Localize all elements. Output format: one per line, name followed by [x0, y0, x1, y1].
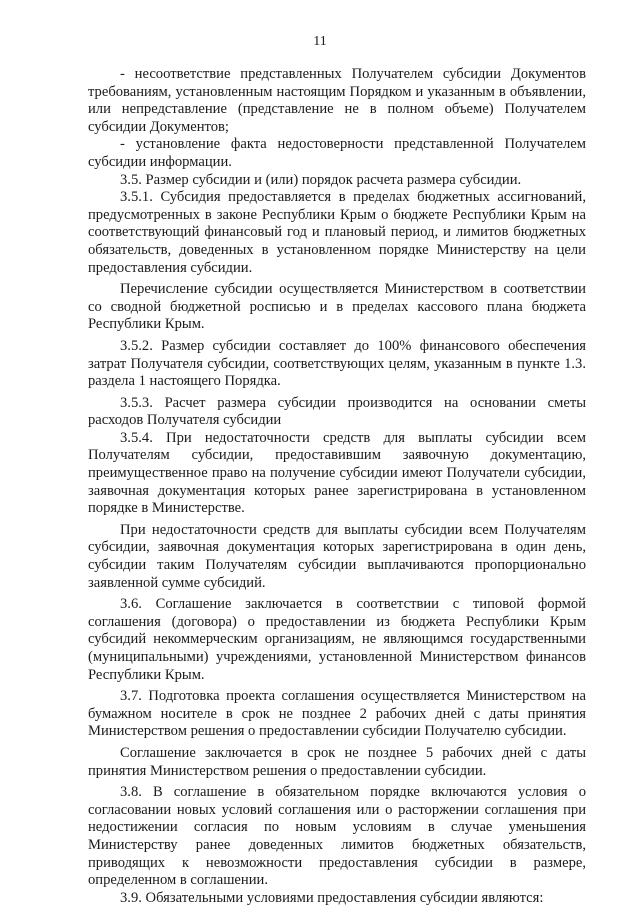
paragraph-nonconformity-documents: - несоответствие представленных Получателем субсидии Документов требованиям, установленным настоящим Порядком и указанным в объявлении, или непредставление (представление не в полном объеме) Получателем субсидии Документов; — [88, 66, 586, 135]
page-number: 11 — [313, 34, 327, 49]
paragraph-3-8: 3.8. В соглашение в обязательном порядке включаются условия о согласовании новых условий соглашения или о расторжении соглашения при недостижении согласия по новым условиям в случае уменьшения Министерству ранее доведенных лимитов бюджетных обязательств, приводящих к невозможности предоставления субсидии в размере, определенном в соглашении. — [88, 784, 586, 889]
paragraph-transfer-of-subsidy: Перечисление субсидии осуществляется Министерством в соответствии со сводной бюджетной росписью и в пределах кассового плана бюджета Республики Крым. — [88, 281, 586, 333]
paragraph-3-5-3: 3.5.3. Расчет размера субсидии производится на основании сметы расходов Получателя субсидии — [88, 394, 586, 429]
document-body — [88, 66, 586, 907]
paragraph-agreement-term: Соглашение заключается в срок не позднее 5 рабочих дней с даты принятия Министерством решения о предоставлении субсидии. — [88, 744, 586, 779]
paragraph-3-9: 3.9. Обязательными условиями предоставления субсидии являются: — [120, 889, 544, 906]
paragraph-false-information: - установление факта недостоверности представленной Получателем субсидии информации. — [88, 136, 586, 170]
paragraph-3-5-4: 3.5.4. При недостаточности средств для выплаты субсидии всем Получателям субсидии, предоставившим заявочную документацию, преимущественное право на получение субсидии имеют Получатели субсидии, заявочная документация которых ранее зарегистрирована в установленном порядке в Министерстве. — [88, 429, 586, 517]
paragraph-3-5-2: 3.5.2. Размер субсидии составляет до 100% финансового обеспечения затрат Получателя субсидии, соответствующих целям, указанным в пункте 1.3. раздела 1 настоящего Порядка. — [88, 337, 586, 390]
paragraph-3-6: 3.6. Соглашение заключается в соответствии с типовой формой соглашения (договора) о предоставлении из бюджета Республики Крым субсидий некоммерческим организациям, не являющимся государственными (муниципальными) учреждениями, установленной Министерством финансов Республики Крым. — [88, 596, 586, 683]
paragraph-3-5-1: 3.5.1. Субсидия предоставляется в пределах бюджетных ассигнований, предусмотренных в законе Республики Крым о бюджете Республики Крым на соответствующий финансовый год и плановый период, и лимитов бюджетных обязательств, доведенных в установленном порядке Министерству на цели предоставления субсидии. — [88, 189, 586, 276]
section-3-5-heading: 3.5. Размер субсидии и (или) порядок расчета размера субсидии. — [120, 171, 522, 188]
paragraph-insufficient-funds: При недостаточности средств для выплаты субсидии всем Получателям субсидии, заявочная документация которых зарегистрирована в один день, субсидии таким Получателям субсидии выплачиваются пропорционально заявленной сумме субсидий. — [88, 521, 586, 591]
paragraph-3-7: 3.7. Подготовка проекта соглашения осуществляется Министерством на бумажном носителе в срок не позднее 2 рабочих дней с даты принятия Министерством решения о предоставлении субсидии Получателю субсидии. — [88, 688, 586, 740]
